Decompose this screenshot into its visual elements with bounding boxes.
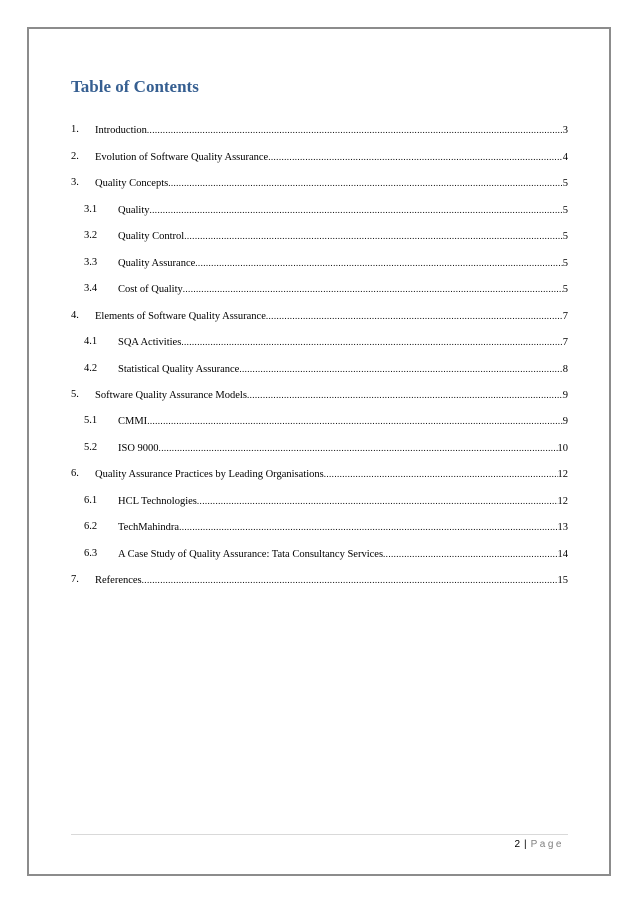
toc-entry[interactable] [84, 256, 568, 270]
toc-entry-label: Cost of Quality [118, 284, 183, 295]
toc-entry[interactable] [84, 203, 568, 217]
toc-entry-page: 5 [562, 284, 568, 295]
toc-entry-page: 13 [557, 522, 568, 533]
toc-entry-number: 7. [71, 574, 79, 585]
dot-leader [324, 467, 558, 481]
dot-leader [266, 309, 563, 323]
toc-entry[interactable] [84, 282, 568, 296]
toc-entry-number: 3.1 [84, 204, 98, 215]
toc-entry-number: 1. [71, 124, 79, 135]
toc-entry-page: 15 [557, 575, 568, 586]
toc-entry-number: 4.2 [84, 363, 98, 374]
toc-entry[interactable] [71, 123, 568, 137]
toc-entry[interactable] [84, 335, 568, 349]
toc-entry-label: Evolution of Software Quality Assurance [95, 152, 269, 163]
toc-entry-page: 12 [557, 496, 568, 507]
toc-entry-number: 5. [71, 389, 79, 400]
toc-entry-label: Software Quality Assurance Models [95, 390, 247, 401]
toc-entry-label: CMMI [118, 416, 148, 427]
toc-entry[interactable] [71, 388, 568, 402]
toc-entry-page: 10 [557, 443, 568, 454]
toc-entry[interactable] [71, 309, 568, 323]
page-number: 2 [514, 839, 521, 850]
toc-entry-page: 12 [557, 469, 568, 480]
toc-entry-page: 7 [562, 311, 568, 322]
toc-entry-page: 9 [562, 416, 568, 427]
toc-entry-label: Quality Concepts [95, 178, 169, 189]
footer-divider [71, 834, 568, 835]
toc-entry-page: 8 [562, 364, 568, 375]
toc-entry[interactable] [71, 176, 568, 190]
toc-entry-page: 7 [562, 337, 568, 348]
toc-entry[interactable] [71, 573, 568, 587]
toc-entry-label: SQA Activities [118, 337, 182, 348]
dot-leader [181, 335, 562, 349]
toc-entry-label: Quality [118, 205, 150, 216]
toc-title: Table of Contents [71, 77, 199, 96]
toc-entry-page: 4 [562, 152, 568, 163]
footer-separator: | [524, 839, 527, 850]
toc-entry[interactable] [84, 547, 568, 561]
toc-entry-label: A Case Study of Quality Assurance: Tata Consultancy Services [118, 549, 384, 560]
toc-entry-number: 5.1 [84, 415, 98, 426]
toc-entry-number: 5.2 [84, 442, 98, 453]
toc-entry-number: 6.3 [84, 548, 98, 559]
toc-entry-page: 5 [562, 205, 568, 216]
dot-leader [183, 282, 563, 296]
toc-entry-label: TechMahindra [118, 522, 180, 533]
page-footer [514, 838, 564, 852]
toc-entry[interactable] [84, 441, 568, 455]
toc-entry-label: Quality Assurance [118, 258, 196, 269]
dot-leader [239, 362, 562, 376]
toc-entry[interactable] [84, 362, 568, 376]
toc-entry-number: 3.3 [84, 257, 98, 268]
toc-entry-number: 3. [71, 177, 79, 188]
toc-entry[interactable] [84, 229, 568, 243]
toc-entry-number: 3.4 [84, 283, 98, 294]
toc-entry-label: Introduction [95, 125, 147, 136]
toc-entry-number: 6.1 [84, 495, 98, 506]
toc-entry-label: ISO 9000 [118, 443, 159, 454]
toc-entry-number: 4. [71, 310, 79, 321]
toc-entry[interactable] [71, 150, 568, 164]
toc-entry-label: Quality Assurance Practices by Leading Organisations [95, 469, 324, 480]
toc-entry[interactable] [84, 520, 568, 534]
toc-entry-label: Quality Control [118, 231, 185, 242]
toc-entry-number: 6. [71, 468, 79, 479]
toc-entry-page: 5 [562, 258, 568, 269]
dot-leader [168, 176, 563, 190]
toc-entry-page: 5 [562, 231, 568, 242]
toc-entry-page: 14 [557, 549, 568, 560]
toc-entry-label: References [95, 575, 142, 586]
toc-entry[interactable] [71, 467, 568, 481]
dot-leader [184, 229, 563, 243]
toc-entry-label: Elements of Software Quality Assurance [95, 311, 266, 322]
toc-entry-number: 3.2 [84, 230, 98, 241]
toc-entry-number: 6.2 [84, 521, 98, 532]
dot-leader [159, 441, 558, 455]
dot-leader [147, 123, 563, 137]
toc-entry-page: 9 [562, 390, 568, 401]
dot-leader [383, 547, 557, 561]
dot-leader [197, 494, 558, 508]
toc-entry-number: 2. [71, 151, 79, 162]
dot-leader [142, 573, 558, 587]
page-word: Page [530, 839, 564, 850]
toc-entry-number: 4.1 [84, 336, 98, 347]
dot-leader [150, 203, 563, 217]
dot-leader [147, 414, 563, 428]
toc-entry[interactable] [84, 494, 568, 508]
dot-leader [268, 150, 563, 164]
dot-leader [195, 256, 562, 270]
toc-entry-label: HCL Technologies [118, 496, 197, 507]
toc-entry-page: 3 [562, 125, 568, 136]
dot-leader [247, 388, 563, 402]
toc-entry-label: Statistical Quality Assurance [118, 364, 240, 375]
toc-entry[interactable] [84, 414, 568, 428]
dot-leader [179, 520, 557, 534]
toc-entry-page: 5 [562, 178, 568, 189]
